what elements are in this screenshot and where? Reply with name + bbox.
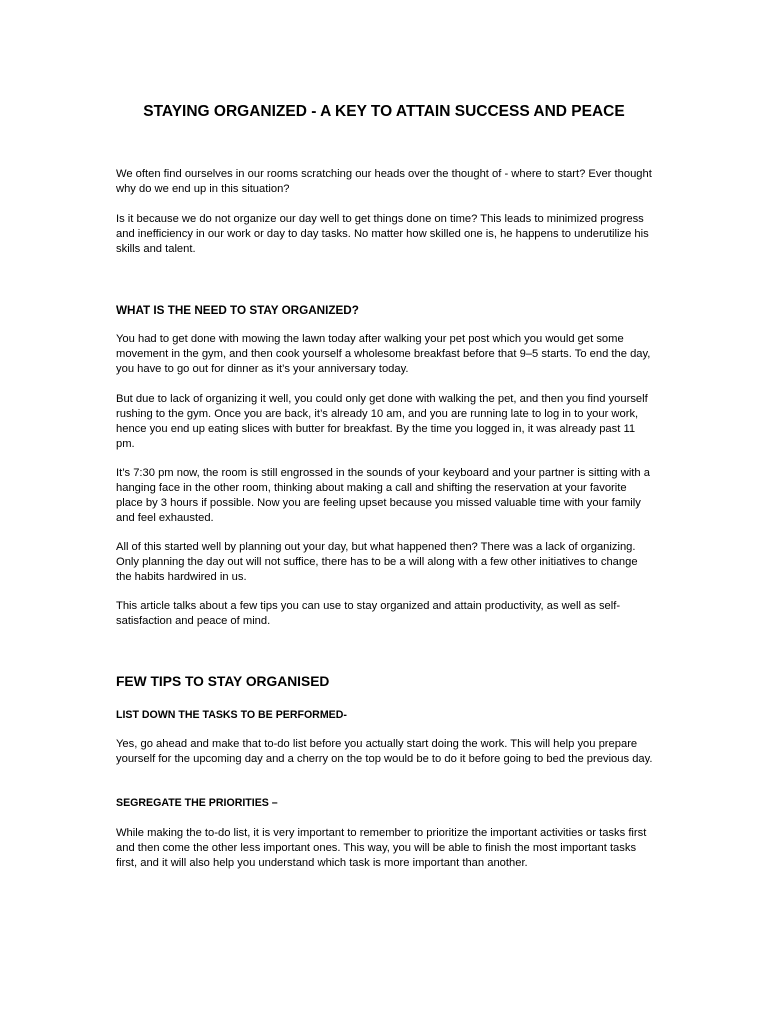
need-paragraph-4: All of this started well by planning out your day, but what happened then? There was a lack of organizing. Only planning the day out will not suffice, there has to be a will along with a few other initiatives to change the habits hardwired in us.: [116, 541, 638, 583]
need-paragraph-3: It’s 7:30 pm now, the room is still engrossed in the sounds of your keyboard and your partner is sitting with a hanging face in the other room, thinking about making a call and shifting the reservation at your favorite place by 3 hours if possible. Now you are feeling upset because you missed valuable time with your family and feel exhausted.: [116, 467, 650, 524]
need-paragraph-1: You had to get done with mowing the lawn today after walking your pet post which you would get some movement in the gym, and then cook yourself a wholesome breakfast before that 9–5 starts. To end the day, you have to go out for dinner as it’s your anniversary today.: [116, 333, 651, 375]
intro-paragraph-2: Is it because we do not organize our day well to get things done on time? This leads to minimized progress and inefficiency in our work or day to day tasks. No matter how skilled one is, he happens to underutilize his skills and talent.: [116, 213, 649, 255]
tip-heading-list-tasks: LIST DOWN THE TASKS TO BE PERFORMED-: [116, 709, 347, 721]
intro-paragraph-1: We often find ourselves in our rooms scratching our heads over the thought of - where to start? Ever thought why do we end up in this situation?: [116, 168, 652, 195]
tip-heading-priorities: SEGREGATE THE PRIORITIES –: [116, 797, 278, 809]
section-heading-tips: FEW TIPS TO STAY ORGANISED: [116, 674, 330, 689]
tip-paragraph-list-tasks: Yes, go ahead and make that to-do list before you actually start doing the work. This will help you prepare yourself for the upcoming day and a cherry on the top would be to do it before going to bed the previous day.: [116, 738, 653, 765]
section-heading-need: WHAT IS THE NEED TO STAY ORGANIZED?: [116, 304, 359, 317]
need-paragraph-5: This article talks about a few tips you can use to stay organized and attain productivity, as well as self-satisfaction and peace of mind.: [116, 600, 621, 627]
need-paragraph-2: But due to lack of organizing it well, you could only get done with walking the pet, and then you find yourself rushing to the gym. Once you are back, it’s already 10 am, and you are running late to log in to your work, hence you end up eating slices with butter for breakfast. By the time you logged in, it was already past 11 pm.: [116, 393, 648, 450]
document-title: STAYING ORGANIZED - A KEY TO ATTAIN SUCCESS AND PEACE: [143, 103, 625, 120]
tip-paragraph-priorities: While making the to-do list, it is very important to remember to prioritize the important activities or tasks first and then come the other less important ones. This way, you will be able to finish the most important tasks first, and it will also help you understand which task is more important than another.: [116, 827, 647, 869]
